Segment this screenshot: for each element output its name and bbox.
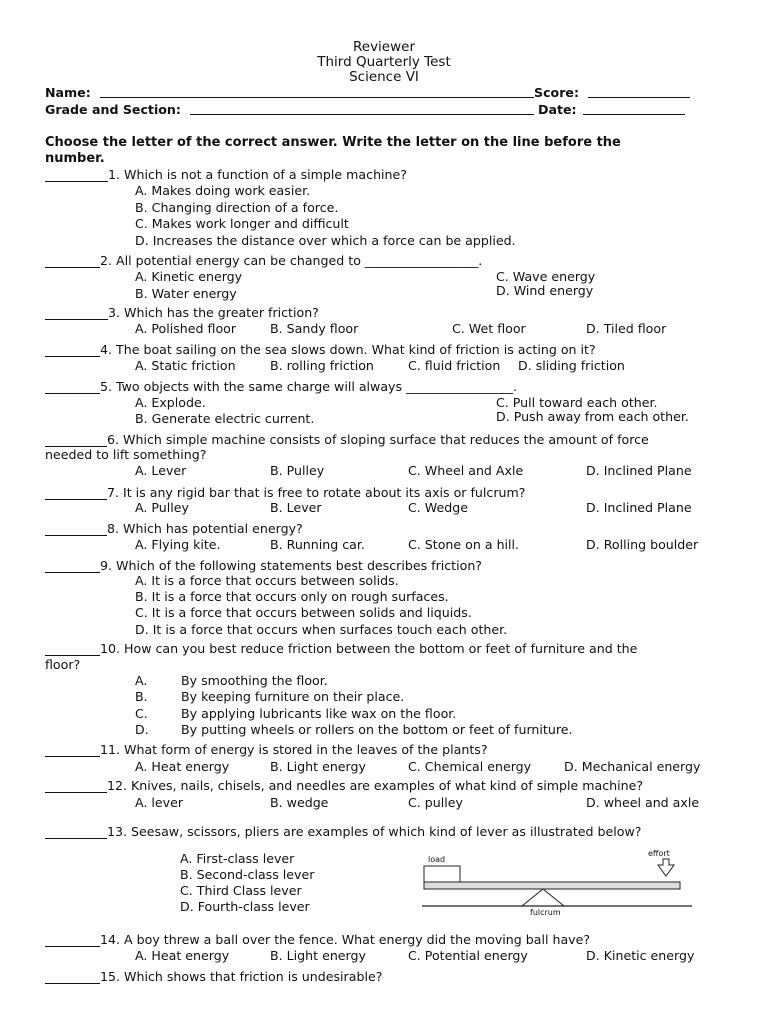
choice: B. Light energy — [270, 759, 366, 774]
question-text: 8. Which has potential energy? — [107, 521, 303, 536]
answer-blank[interactable] — [45, 345, 100, 357]
lever-bar — [424, 882, 680, 889]
answer-blank[interactable] — [45, 935, 100, 947]
choice: B. rolling friction — [270, 358, 374, 373]
choice: A. First-class lever — [180, 851, 295, 866]
grade-section-label: Grade and Section: — [45, 102, 181, 117]
question-text: 15. Which shows that friction is undesirable? — [100, 969, 383, 984]
choice: A. Explode. — [135, 395, 206, 410]
choice: C. pulley — [408, 795, 463, 810]
lever-diagram — [422, 846, 698, 918]
question-text-continued: needed to lift something? — [45, 447, 207, 462]
answer-blank[interactable] — [45, 488, 107, 500]
choice: D. Push away from each other. — [496, 409, 689, 424]
choice: B. Lever — [270, 500, 322, 515]
fulcrum-label: fulcrum — [530, 908, 561, 917]
name-label: Name: — [45, 85, 91, 100]
choice: A. lever — [135, 795, 184, 810]
choice: B. Generate electric current. — [135, 411, 315, 426]
answer-blank[interactable] — [45, 524, 107, 536]
question-text: 11. What form of energy is stored in the leaves of the plants? — [100, 742, 488, 757]
answer-blank[interactable] — [45, 561, 100, 573]
choice: D. Inclined Plane — [586, 500, 692, 515]
question-text: 10. How can you best reduce friction between the bottom or feet of furniture and the — [100, 641, 638, 656]
choice: A. Lever — [135, 463, 187, 478]
choice-letter: C. — [135, 706, 148, 721]
choice: B. Pulley — [270, 463, 325, 478]
question-text: 12. Knives, nails, chisels, and needles are examples of what kind of simple machine? — [107, 778, 644, 793]
choice-letter: A. — [135, 673, 148, 688]
choice: A. Heat energy — [135, 948, 230, 963]
answer-blank[interactable] — [45, 170, 108, 182]
date-field[interactable] — [583, 103, 685, 115]
choice: A. It is a force that occurs between solids. — [135, 573, 399, 588]
choice: D. Fourth-class lever — [180, 899, 310, 914]
answer-blank[interactable] — [45, 781, 107, 793]
load-label: load — [428, 855, 446, 864]
choice: D. wheel and axle — [586, 795, 700, 810]
date-label: Date: — [538, 102, 577, 117]
choice: A. Pulley — [135, 500, 189, 515]
choice: A. Polished floor — [135, 321, 237, 336]
question-text: 6. Which simple machine consists of sloping surface that reduces the amount of force — [107, 432, 649, 447]
answer-blank[interactable] — [45, 745, 100, 757]
choice: C. It is a force that occurs between solids and liquids. — [135, 605, 472, 620]
choice: B. Changing direction of a force. — [135, 200, 339, 215]
answer-blank[interactable] — [45, 644, 100, 656]
choice: D. Tiled floor — [586, 321, 667, 336]
choice: By applying lubricants like wax on the floor. — [181, 706, 457, 721]
choice: C. Stone on a hill. — [408, 537, 520, 552]
choice: By keeping furniture on their place. — [181, 689, 405, 704]
question-text: 3. Which has the greater friction? — [108, 305, 319, 320]
choice: D. Kinetic energy — [586, 948, 695, 963]
choice: C. Pull toward each other. — [496, 395, 658, 410]
choice: A. Flying kite. — [135, 537, 221, 552]
choice: D. sliding friction — [518, 358, 625, 373]
choice: B. Second-class lever — [180, 867, 315, 882]
choice-letter: D. — [135, 722, 149, 737]
choice: D. Increases the distance over which a force can be applied. — [135, 233, 516, 248]
choice: A. Kinetic energy — [135, 269, 243, 284]
question-text: 1. Which is not a function of a simple machine? — [108, 167, 407, 182]
grade-section-field[interactable] — [190, 103, 534, 115]
answer-blank[interactable] — [45, 972, 100, 984]
choice: D. Rolling boulder — [586, 537, 699, 552]
choice: B. Running car. — [270, 537, 365, 552]
choice: A. Makes doing work easier. — [135, 183, 311, 198]
choice: B. It is a force that occurs only on rough surfaces. — [135, 589, 449, 604]
effort-arrow-icon — [658, 859, 674, 876]
choice: C. Wet floor — [452, 321, 526, 336]
test-title: Third Quarterly Test — [317, 54, 451, 70]
choice: C. Wave energy — [496, 269, 596, 284]
score-field[interactable] — [588, 86, 690, 98]
choice: C. fluid friction — [408, 358, 501, 373]
choice: D. It is a force that occurs when surfaces touch each other. — [135, 622, 508, 637]
effort-label: effort — [648, 849, 670, 858]
score-label: Score: — [534, 85, 579, 100]
fulcrum-triangle-icon — [522, 889, 564, 906]
choice: D. Mechanical energy — [564, 759, 701, 774]
subject-title: Science VI — [349, 69, 419, 85]
question-text: 2. All potential energy can be changed to __________________. — [100, 253, 483, 268]
choice-letter: B. — [135, 689, 148, 704]
question-text: 14. A boy threw a ball over the fence. What energy did the moving ball have? — [100, 932, 591, 947]
question-text: 13. Seesaw, scissors, pliers are examples of which kind of lever as illustrated below? — [107, 824, 642, 839]
choice: B. Water energy — [135, 286, 237, 301]
choice: D. Inclined Plane — [586, 463, 692, 478]
choice: B. Light energy — [270, 948, 366, 963]
choice: C. Third Class lever — [180, 883, 302, 898]
choice: C. Wheel and Axle — [408, 463, 524, 478]
name-field[interactable] — [100, 86, 534, 98]
instructions-line-1: Choose the letter of the correct answer. Write the letter on the line before the — [45, 135, 621, 150]
choice: C. Makes work longer and difficult — [135, 216, 349, 231]
answer-blank[interactable] — [45, 827, 107, 839]
choice: A. Heat energy — [135, 759, 230, 774]
choice: D. Wind energy — [496, 283, 594, 298]
question-text: 7. It is any rigid bar that is free to rotate about its axis or fulcrum? — [107, 485, 526, 500]
choice: B. Sandy floor — [270, 321, 359, 336]
choice: A. Static friction — [135, 358, 236, 373]
load-box — [424, 866, 460, 882]
question-text: 5. Two objects with the same charge will always _________________. — [100, 379, 518, 394]
question-text-continued: floor? — [45, 657, 81, 672]
choice: B. wedge — [270, 795, 329, 810]
answer-blank[interactable] — [45, 308, 108, 320]
question-text: 9. Which of the following statements best describes friction? — [100, 558, 482, 573]
page-title: Reviewer — [352, 39, 416, 55]
answer-blank[interactable] — [45, 435, 107, 447]
answer-blank[interactable] — [45, 382, 100, 394]
choice: C. Wedge — [408, 500, 468, 515]
question-text: 4. The boat sailing on the sea slows down. What kind of friction is acting on it? — [100, 342, 596, 357]
choice: C. Potential energy — [408, 948, 528, 963]
choice: By smoothing the floor. — [181, 673, 328, 688]
instructions-line-2: number. — [45, 151, 105, 166]
answer-blank[interactable] — [45, 256, 100, 268]
choice: C. Chemical energy — [408, 759, 532, 774]
choice: By putting wheels or rollers on the bottom or feet of furniture. — [181, 722, 573, 737]
